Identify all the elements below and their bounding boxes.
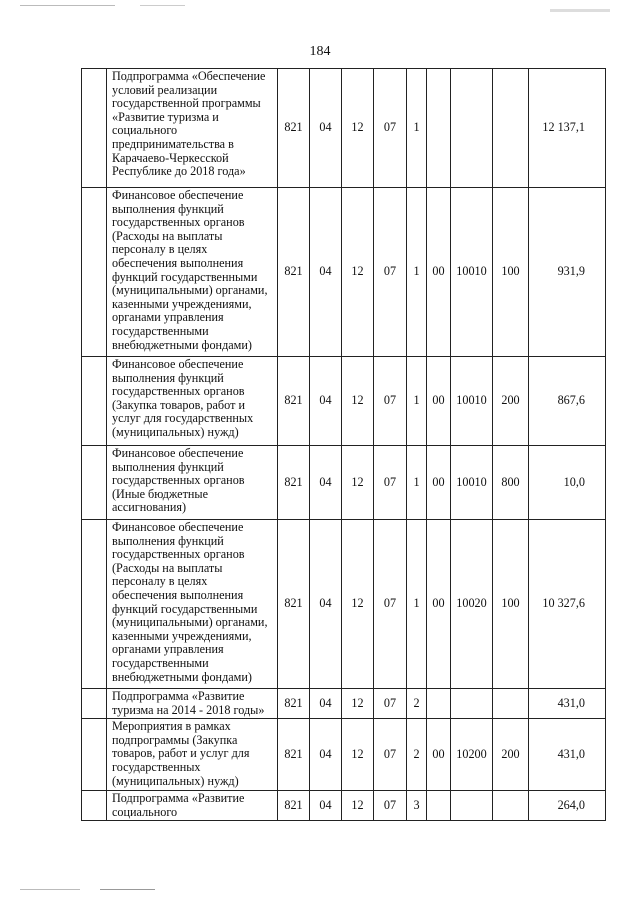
code-subprogram: 3 xyxy=(407,791,427,821)
row-description: Финансовое обеспечение выполнения функций государственных органов (Закупка товаров, работ и услуг для государственных (муниципальных) нужд) xyxy=(107,357,278,446)
code-subsection: 12 xyxy=(342,520,374,689)
code-direction: 10010 xyxy=(451,446,493,520)
code-ministry: 821 xyxy=(278,188,310,357)
scan-artifact-line xyxy=(140,5,185,6)
amount: 867,6 xyxy=(529,357,606,446)
code-expense-type: 200 xyxy=(493,719,529,791)
blank-cell xyxy=(82,689,107,719)
table-row xyxy=(82,357,606,446)
row-description: Подпрограмма «Развитие социального xyxy=(107,791,278,821)
code-subprogram: 1 xyxy=(407,446,427,520)
code-subprogram: 1 xyxy=(407,357,427,446)
code-event xyxy=(427,791,451,821)
code-subsection: 12 xyxy=(342,357,374,446)
amount: 10,0 xyxy=(529,446,606,520)
code-event: 00 xyxy=(427,719,451,791)
code-event xyxy=(427,689,451,719)
code-subsection: 12 xyxy=(342,719,374,791)
table-row xyxy=(82,689,606,719)
row-description: Мероприятия в рамках подпрограммы (Закупка товаров, работ и услуг для государственных (муниципальных) нужд) xyxy=(107,719,278,791)
code-direction: 10010 xyxy=(451,357,493,446)
blank-cell xyxy=(82,719,107,791)
code-event xyxy=(427,69,451,188)
blank-cell xyxy=(82,357,107,446)
code-expense-type xyxy=(493,689,529,719)
code-program: 07 xyxy=(374,719,407,791)
code-ministry: 821 xyxy=(278,446,310,520)
scan-artifact-line xyxy=(100,889,155,890)
amount: 931,9 xyxy=(529,188,606,357)
code-direction xyxy=(451,69,493,188)
code-subsection: 12 xyxy=(342,446,374,520)
table-row xyxy=(82,69,606,188)
row-description: Финансовое обеспечение выполнения функций государственных органов (Расходы на выплаты персоналу в целях обеспечения выполнения функций государственными (муниципальными) органами, казенными учреждениями, органами управления государственными внебюджетными фондами) xyxy=(107,188,278,357)
blank-cell xyxy=(82,446,107,520)
code-subprogram: 2 xyxy=(407,719,427,791)
scan-artifact-line xyxy=(20,889,80,890)
code-direction: 10200 xyxy=(451,719,493,791)
code-direction xyxy=(451,689,493,719)
code-direction: 10010 xyxy=(451,188,493,357)
amount: 431,0 xyxy=(529,689,606,719)
blank-cell xyxy=(82,520,107,689)
amount: 10 327,6 xyxy=(529,520,606,689)
row-description: Подпрограмма «Развитие туризма на 2014 - 2018 годы» xyxy=(107,689,278,719)
code-expense-type: 800 xyxy=(493,446,529,520)
code-direction: 10020 xyxy=(451,520,493,689)
row-description: Подпрограмма «Обеспечение условий реализации государственной программы «Развитие туризма и социального предпринимательства в Карачаево-Черкесской Республике до 2018 года» xyxy=(107,69,278,188)
table-row xyxy=(82,446,606,520)
code-program: 07 xyxy=(374,188,407,357)
code-subprogram: 1 xyxy=(407,520,427,689)
code-program: 07 xyxy=(374,357,407,446)
code-program: 07 xyxy=(374,446,407,520)
code-subsection: 12 xyxy=(342,689,374,719)
row-description: Финансовое обеспечение выполнения функций государственных органов (Иные бюджетные ассигнования) xyxy=(107,446,278,520)
table-row xyxy=(82,520,606,689)
code-ministry: 821 xyxy=(278,357,310,446)
amount: 264,0 xyxy=(529,791,606,821)
row-description: Финансовое обеспечение выполнения функций государственных органов (Расходы на выплаты персоналу в целях обеспечения выполнения функций государственными (муниципальными) органами, казенными учреждениями, органами управления государственными внебюджетными фондами) xyxy=(107,520,278,689)
page-number: 184 xyxy=(309,44,331,59)
table-row xyxy=(82,188,606,357)
code-expense-type: 200 xyxy=(493,357,529,446)
table-row xyxy=(82,791,606,821)
code-section: 04 xyxy=(310,446,342,520)
code-subprogram: 2 xyxy=(407,689,427,719)
code-subsection: 12 xyxy=(342,188,374,357)
code-expense-type: 100 xyxy=(493,188,529,357)
code-ministry: 821 xyxy=(278,69,310,188)
code-section: 04 xyxy=(310,791,342,821)
code-ministry: 821 xyxy=(278,791,310,821)
code-program: 07 xyxy=(374,520,407,689)
code-ministry: 821 xyxy=(278,719,310,791)
code-expense-type xyxy=(493,791,529,821)
code-event: 00 xyxy=(427,188,451,357)
scan-artifact-smudge xyxy=(550,9,610,12)
blank-cell xyxy=(82,791,107,821)
code-section: 04 xyxy=(310,689,342,719)
code-ministry: 821 xyxy=(278,520,310,689)
blank-cell xyxy=(82,188,107,357)
code-expense-type: 100 xyxy=(493,520,529,689)
code-event: 00 xyxy=(427,520,451,689)
code-section: 04 xyxy=(310,188,342,357)
code-subsection: 12 xyxy=(342,791,374,821)
code-ministry: 821 xyxy=(278,689,310,719)
amount: 431,0 xyxy=(529,719,606,791)
code-section: 04 xyxy=(310,69,342,188)
blank-cell xyxy=(82,69,107,188)
code-event: 00 xyxy=(427,357,451,446)
budget-table xyxy=(81,68,606,821)
code-subprogram: 1 xyxy=(407,188,427,357)
code-event: 00 xyxy=(427,446,451,520)
code-program: 07 xyxy=(374,69,407,188)
code-direction xyxy=(451,791,493,821)
scan-artifact-line xyxy=(20,5,115,6)
table-row xyxy=(82,719,606,791)
code-section: 04 xyxy=(310,719,342,791)
amount: 12 137,1 xyxy=(529,69,606,188)
code-program: 07 xyxy=(374,689,407,719)
code-subprogram: 1 xyxy=(407,69,427,188)
code-expense-type xyxy=(493,69,529,188)
code-section: 04 xyxy=(310,357,342,446)
code-subsection: 12 xyxy=(342,69,374,188)
code-program: 07 xyxy=(374,791,407,821)
code-section: 04 xyxy=(310,520,342,689)
